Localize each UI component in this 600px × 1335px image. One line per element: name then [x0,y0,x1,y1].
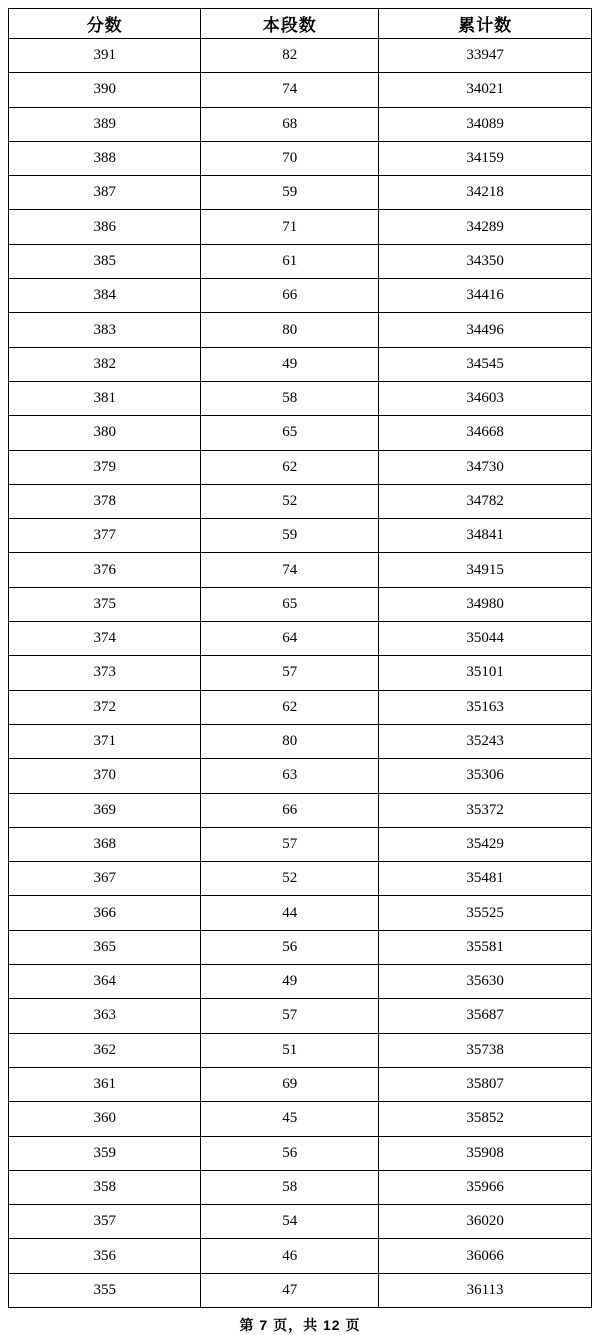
cell-segment-count: 74 [201,553,379,587]
cell-segment-count: 66 [201,793,379,827]
cell-cumulative-count: 34980 [379,587,592,621]
cell-cumulative-count: 36066 [379,1239,592,1273]
column-header-segment-count: 本段数 [201,9,379,39]
cell-segment-count: 70 [201,141,379,175]
cell-cumulative-count: 34289 [379,210,592,244]
table-row [9,519,592,553]
cell-cumulative-count: 35243 [379,724,592,758]
page-footer: 第 7 页，共 12 页 [239,1316,361,1333]
cell-score: 368 [9,827,201,861]
cell-score: 356 [9,1239,201,1273]
cell-segment-count: 65 [201,416,379,450]
table-body [9,39,592,1308]
cell-segment-count: 63 [201,759,379,793]
cell-segment-count: 57 [201,827,379,861]
table-row [9,210,592,244]
cell-score: 367 [9,862,201,896]
cell-segment-count: 66 [201,279,379,313]
cell-segment-count: 49 [201,347,379,381]
cell-score: 388 [9,141,201,175]
cell-cumulative-count: 34416 [379,279,592,313]
cell-segment-count: 59 [201,519,379,553]
cell-segment-count: 46 [201,1239,379,1273]
cell-cumulative-count: 35525 [379,896,592,930]
cell-score: 377 [9,519,201,553]
table-row [9,759,592,793]
cell-score: 387 [9,176,201,210]
cell-score: 363 [9,999,201,1033]
table-row [9,793,592,827]
cell-cumulative-count: 34782 [379,484,592,518]
cell-segment-count: 82 [201,39,379,73]
cell-score: 381 [9,381,201,415]
table-row [9,313,592,347]
cell-cumulative-count: 33947 [379,39,592,73]
table-row [9,39,592,73]
cell-score: 358 [9,1170,201,1204]
column-header-cumulative-count: 累计数 [379,9,592,39]
cell-score: 386 [9,210,201,244]
cell-cumulative-count: 34603 [379,381,592,415]
cell-segment-count: 56 [201,930,379,964]
cell-score: 357 [9,1205,201,1239]
table-row [9,622,592,656]
cell-score: 361 [9,1067,201,1101]
cell-score: 384 [9,279,201,313]
cell-segment-count: 80 [201,313,379,347]
cell-cumulative-count: 36020 [379,1205,592,1239]
cell-cumulative-count: 35163 [379,690,592,724]
cell-segment-count: 61 [201,244,379,278]
cell-score: 355 [9,1273,201,1307]
cell-cumulative-count: 34021 [379,73,592,107]
cell-segment-count: 74 [201,73,379,107]
table-row [9,450,592,484]
cell-cumulative-count: 34218 [379,176,592,210]
cell-cumulative-count: 35044 [379,622,592,656]
cell-segment-count: 45 [201,1102,379,1136]
cell-segment-count: 51 [201,1033,379,1067]
table-row [9,862,592,896]
cell-cumulative-count: 35687 [379,999,592,1033]
cell-cumulative-count: 34841 [379,519,592,553]
cell-cumulative-count: 35372 [379,793,592,827]
cell-score: 375 [9,587,201,621]
table-row [9,1205,592,1239]
table-header-row [9,9,592,39]
cell-cumulative-count: 34496 [379,313,592,347]
cell-segment-count: 57 [201,656,379,690]
cell-cumulative-count: 35481 [379,862,592,896]
table-row [9,381,592,415]
cell-cumulative-count: 35429 [379,827,592,861]
cell-score: 369 [9,793,201,827]
cell-score: 365 [9,930,201,964]
cell-score: 362 [9,1033,201,1067]
cell-segment-count: 57 [201,999,379,1033]
cell-score: 364 [9,965,201,999]
table-row [9,553,592,587]
table-row [9,724,592,758]
cell-segment-count: 62 [201,450,379,484]
table-header [9,9,592,39]
table-row [9,587,592,621]
table-row [9,1170,592,1204]
cell-score: 373 [9,656,201,690]
cell-cumulative-count: 34915 [379,553,592,587]
cell-cumulative-count: 35966 [379,1170,592,1204]
table-row [9,1239,592,1273]
cell-score: 374 [9,622,201,656]
cell-segment-count: 62 [201,690,379,724]
cell-score: 391 [9,39,201,73]
cell-segment-count: 64 [201,622,379,656]
table-row [9,656,592,690]
cell-cumulative-count: 36113 [379,1273,592,1307]
column-header-score: 分数 [9,9,201,39]
cell-score: 359 [9,1136,201,1170]
cell-segment-count: 69 [201,1067,379,1101]
cell-cumulative-count: 35852 [379,1102,592,1136]
cell-score: 366 [9,896,201,930]
cell-segment-count: 44 [201,896,379,930]
cell-score: 380 [9,416,201,450]
cell-segment-count: 52 [201,862,379,896]
table-row [9,484,592,518]
table-row [9,107,592,141]
cell-cumulative-count: 35581 [379,930,592,964]
cell-segment-count: 56 [201,1136,379,1170]
cell-score: 389 [9,107,201,141]
cell-segment-count: 80 [201,724,379,758]
cell-segment-count: 68 [201,107,379,141]
table-row [9,347,592,381]
cell-score: 360 [9,1102,201,1136]
table-row [9,416,592,450]
cell-score: 382 [9,347,201,381]
cell-score: 378 [9,484,201,518]
table-row [9,690,592,724]
cell-cumulative-count: 34350 [379,244,592,278]
cell-cumulative-count: 35630 [379,965,592,999]
table-row [9,896,592,930]
table-row [9,1273,592,1307]
cell-segment-count: 58 [201,1170,379,1204]
cell-score: 390 [9,73,201,107]
cell-score: 372 [9,690,201,724]
cell-segment-count: 65 [201,587,379,621]
cell-segment-count: 58 [201,381,379,415]
table-row [9,930,592,964]
cell-cumulative-count: 35908 [379,1136,592,1170]
cell-segment-count: 54 [201,1205,379,1239]
cell-segment-count: 49 [201,965,379,999]
table-row [9,1067,592,1101]
table-row [9,1136,592,1170]
cell-score: 370 [9,759,201,793]
table-row [9,965,592,999]
cell-score: 376 [9,553,201,587]
table-row [9,279,592,313]
cell-cumulative-count: 35807 [379,1067,592,1101]
cell-cumulative-count: 34089 [379,107,592,141]
cell-segment-count: 52 [201,484,379,518]
cell-cumulative-count: 34545 [379,347,592,381]
cell-segment-count: 71 [201,210,379,244]
table-row [9,244,592,278]
table-row [9,176,592,210]
cell-segment-count: 47 [201,1273,379,1307]
cell-cumulative-count: 35101 [379,656,592,690]
cell-score: 385 [9,244,201,278]
cell-cumulative-count: 34159 [379,141,592,175]
table-row [9,141,592,175]
cell-score: 371 [9,724,201,758]
table-row [9,73,592,107]
cell-cumulative-count: 34668 [379,416,592,450]
table-row [9,827,592,861]
cell-segment-count: 59 [201,176,379,210]
cell-score: 383 [9,313,201,347]
cell-cumulative-count: 35738 [379,1033,592,1067]
cell-cumulative-count: 34730 [379,450,592,484]
cell-cumulative-count: 35306 [379,759,592,793]
table-row [9,1102,592,1136]
cell-score: 379 [9,450,201,484]
table-row [9,1033,592,1067]
table-row [9,999,592,1033]
score-distribution-table [8,8,592,1308]
